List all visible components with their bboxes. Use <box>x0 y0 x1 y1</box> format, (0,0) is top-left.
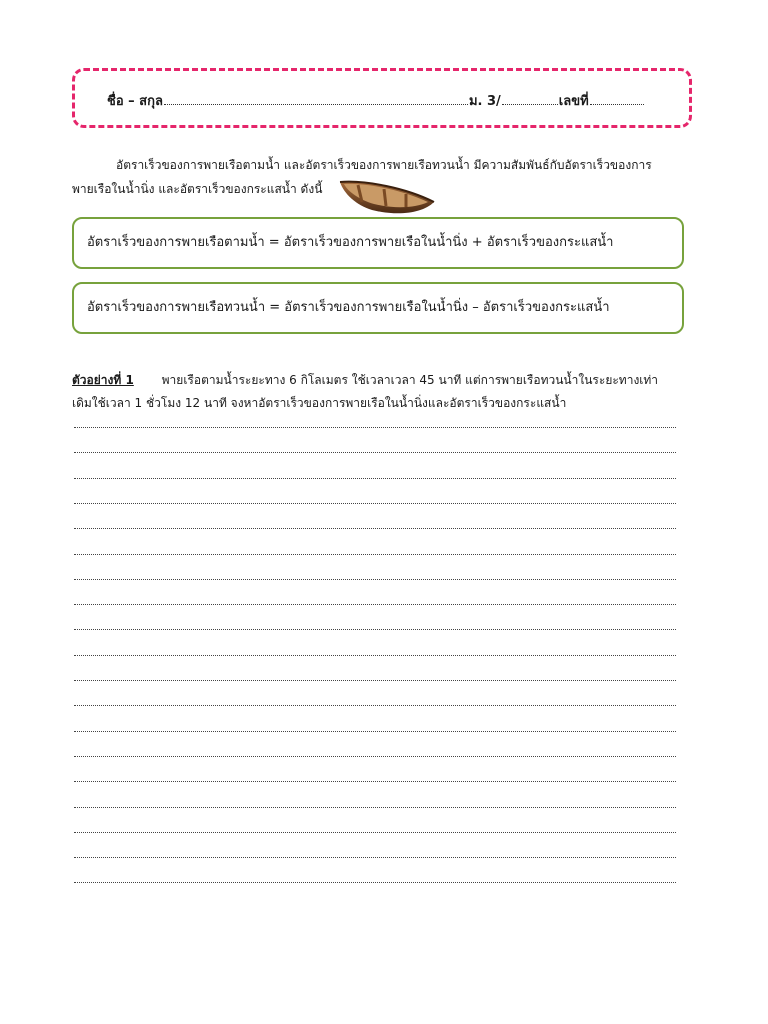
answer-line[interactable] <box>74 832 676 833</box>
answer-line[interactable] <box>74 503 676 504</box>
example-line-2: เดิมใช้เวลา 1 ชั่วโมง 12 นาที จงหาอัตราเร็วของการพายเรือในน้ำนิ่งและอัตราเร็วของกระแสน้ำ <box>72 396 567 410</box>
answer-line[interactable] <box>74 655 676 656</box>
number-field[interactable] <box>590 92 644 105</box>
upstream-formula: อัตราเร็วของการพายเรือทวนน้ำ = อัตราเร็วของการพายเรือในน้ำนิ่ง – อัตราเร็วของกระแสน้ำ <box>87 300 610 315</box>
class-label: ม. 3/ <box>468 94 501 109</box>
example-line-1: พายเรือตามน้ำระยะทาง 6 กิโลเมตร ใช้เวลาเวลา 45 นาที แต่การพายเรือทวนน้ำในระยะทางเท่า <box>161 373 659 387</box>
class-field[interactable] <box>502 92 558 105</box>
student-info-box <box>72 68 692 128</box>
answer-line[interactable] <box>74 882 676 883</box>
answer-line[interactable] <box>74 427 676 428</box>
name-field[interactable] <box>164 92 468 105</box>
answer-line[interactable] <box>74 756 676 757</box>
answer-line[interactable] <box>74 528 676 529</box>
answer-line[interactable] <box>74 452 676 453</box>
downstream-formula-box <box>72 217 684 269</box>
answer-line[interactable] <box>74 807 676 808</box>
upstream-formula-box <box>72 282 684 334</box>
answer-line[interactable] <box>74 731 676 732</box>
answer-line[interactable] <box>74 604 676 605</box>
intro-line-1: อัตราเร็วของการพายเรือตามน้ำ และอัตราเร็วของการพายเรือทวนน้ำ มีความสัมพันธ์กับอัตราเร็วของการ <box>116 158 652 172</box>
intro-line-2: พายเรือในน้ำนิ่ง และอัตราเร็วของกระแสน้ำ ดังนี้ <box>72 182 323 196</box>
example-label: ตัวอย่างที่ 1 <box>72 373 134 387</box>
answer-line[interactable] <box>74 579 676 580</box>
answer-line[interactable] <box>74 478 676 479</box>
answer-line[interactable] <box>74 680 676 681</box>
answer-line[interactable] <box>74 857 676 858</box>
student-info-row <box>107 90 645 111</box>
name-label: ชื่อ – สกุล <box>107 94 163 109</box>
answer-line[interactable] <box>74 629 676 630</box>
answer-line[interactable] <box>74 554 676 555</box>
boat-icon <box>336 172 436 218</box>
example-1 <box>72 369 696 415</box>
answer-line[interactable] <box>74 781 676 782</box>
downstream-formula: อัตราเร็วของการพายเรือตามน้ำ = อัตราเร็วของการพายเรือในน้ำนิ่ง + อัตราเร็วของกระแสน้ำ <box>87 235 614 250</box>
number-label: เลขที่ <box>558 94 589 109</box>
answer-line[interactable] <box>74 705 676 706</box>
